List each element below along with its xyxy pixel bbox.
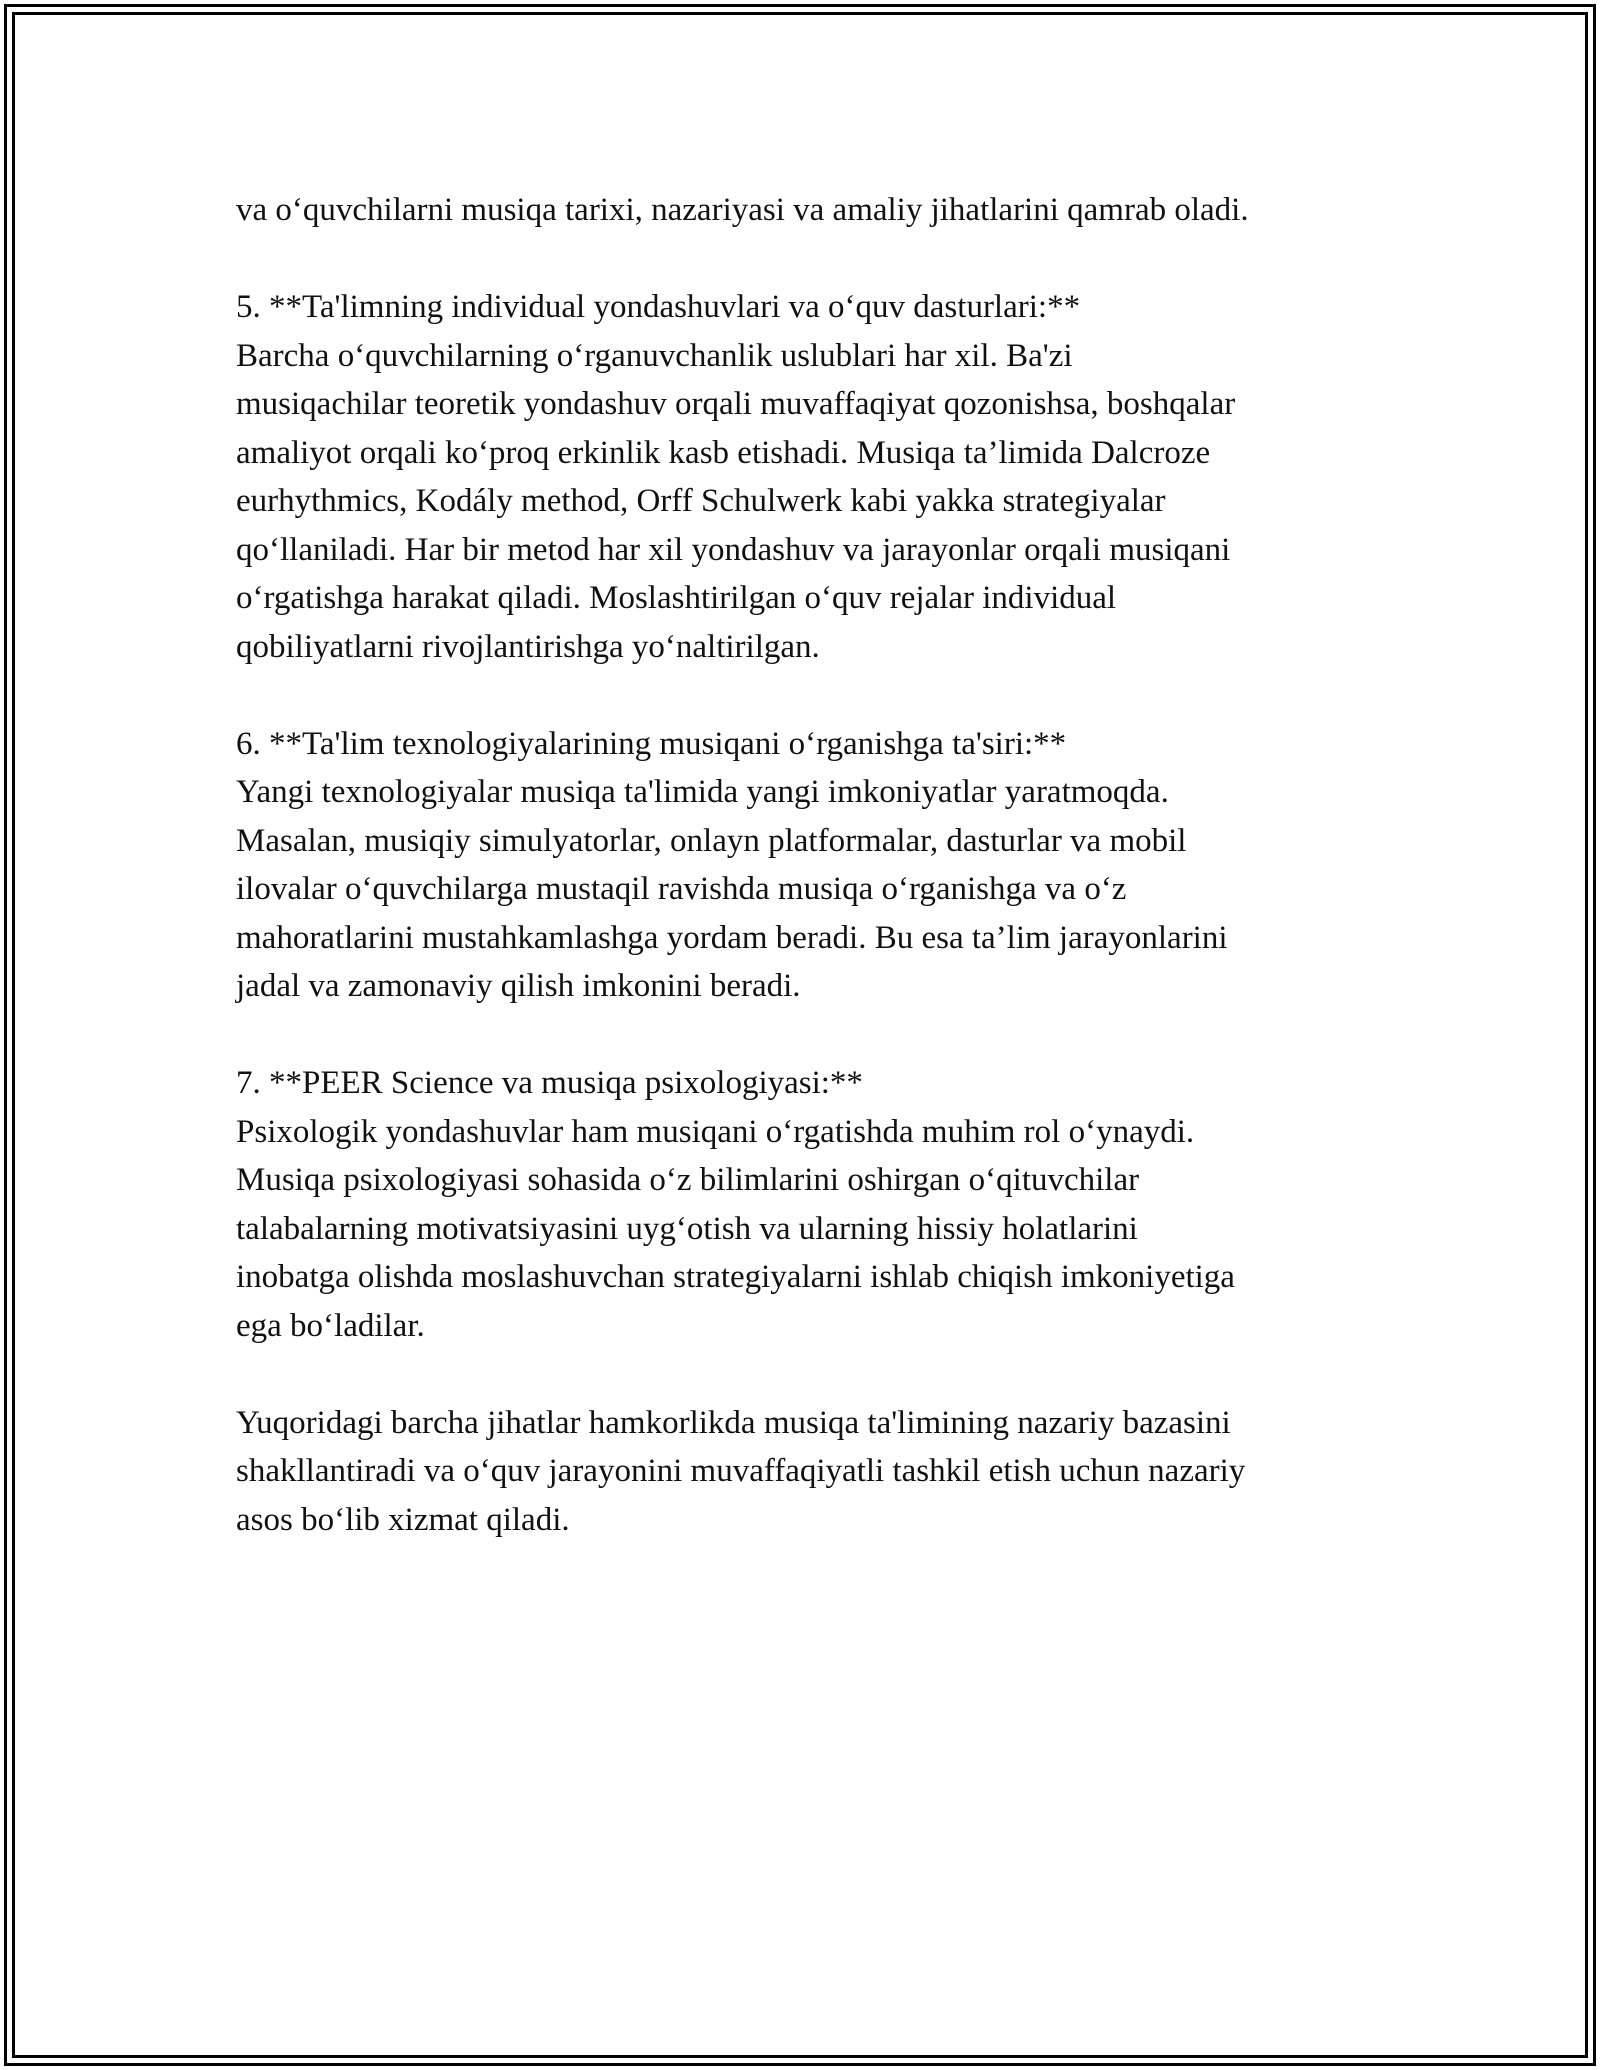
section-paragraph: Yangi texnologiyalar musiqa ta'limida yangi imkoniyatlar yaratmoqda. Masalan, musiqiy simulyatorlar, onlayn platformalar, dasturlar va mobil ilovalar o‘quvchilarga mustaqil ravishda musiqa o‘rganishga va o‘z mahoratlarini mustahkamlashga yordam beradi. Bu esa ta’lim jarayonlarini jadal va zamonaviy qilish imkonini beradi.: [236, 774, 1228, 1004]
section-paragraph: Psixologik yondashuvlar ham musiqani o‘rgatishda muhim rol o‘ynaydi. Musiqa psixologiyasi sohasida o‘z bilimlarini oshirgan o‘qituvchilar talabalarning motivatsiyasini uyg‘otish va ularning hissiy holatlarini inobatga olishda moslashuvchan strategiyalarni ishlab chiqish imkoniyetiga ega bo‘ladilar.: [236, 1113, 1235, 1344]
section-heading: 6. **Ta'lim texnologiyalarining musiqani o‘rganishga ta'siri:**: [236, 725, 1067, 762]
section-5: [236, 283, 1386, 671]
section-heading: 7. **PEER Science va musiqa psixologiyasi:**: [236, 1065, 863, 1101]
conclusion-paragraph: Yuqoridagi barcha jihatlar hamkorlikda musiqa ta'limining nazariy bazasini shakllantiradi va o‘quv jarayonini muvaffaqiyatli tashkil etish uchun nazariy asos bo‘lib xizmat qiladi.: [236, 1404, 1246, 1538]
intro-paragraph: va o‘quvchilarni musiqa tarixi, nazariyasi va amaliy jihatlarini qamrab oladi.: [236, 192, 1249, 228]
section-heading: 5. **Ta'limning individual yondashuvlari va o‘quv dasturlari:**: [236, 289, 1081, 325]
section-7: [236, 1059, 1386, 1350]
document-body: [236, 186, 1386, 1593]
section-6: [236, 720, 1386, 1011]
section-paragraph: Barcha o‘quvchilarning o‘rganuvchanlik uslublari har xil. Ba'zi musiqachilar teoretik yondashuv orqali muvaffaqiyat qozonishsa, boshqalar amaliyot orqali ko‘proq erkinlik kasb etishadi. Musiqa ta’limida Dalcroze eurhythmics, Kodály method, Orff Schulwerk kabi yakka strategiyalar qo‘llaniladi. Har bir metod har xil yondashuv va jarayonlar orqali musiqani o‘rgatishga harakat qiladi. Moslashtirilgan o‘quv rejalar individual qobiliyatlarni rivojlantirishga yo‘naltirilgan.: [236, 337, 1236, 665]
